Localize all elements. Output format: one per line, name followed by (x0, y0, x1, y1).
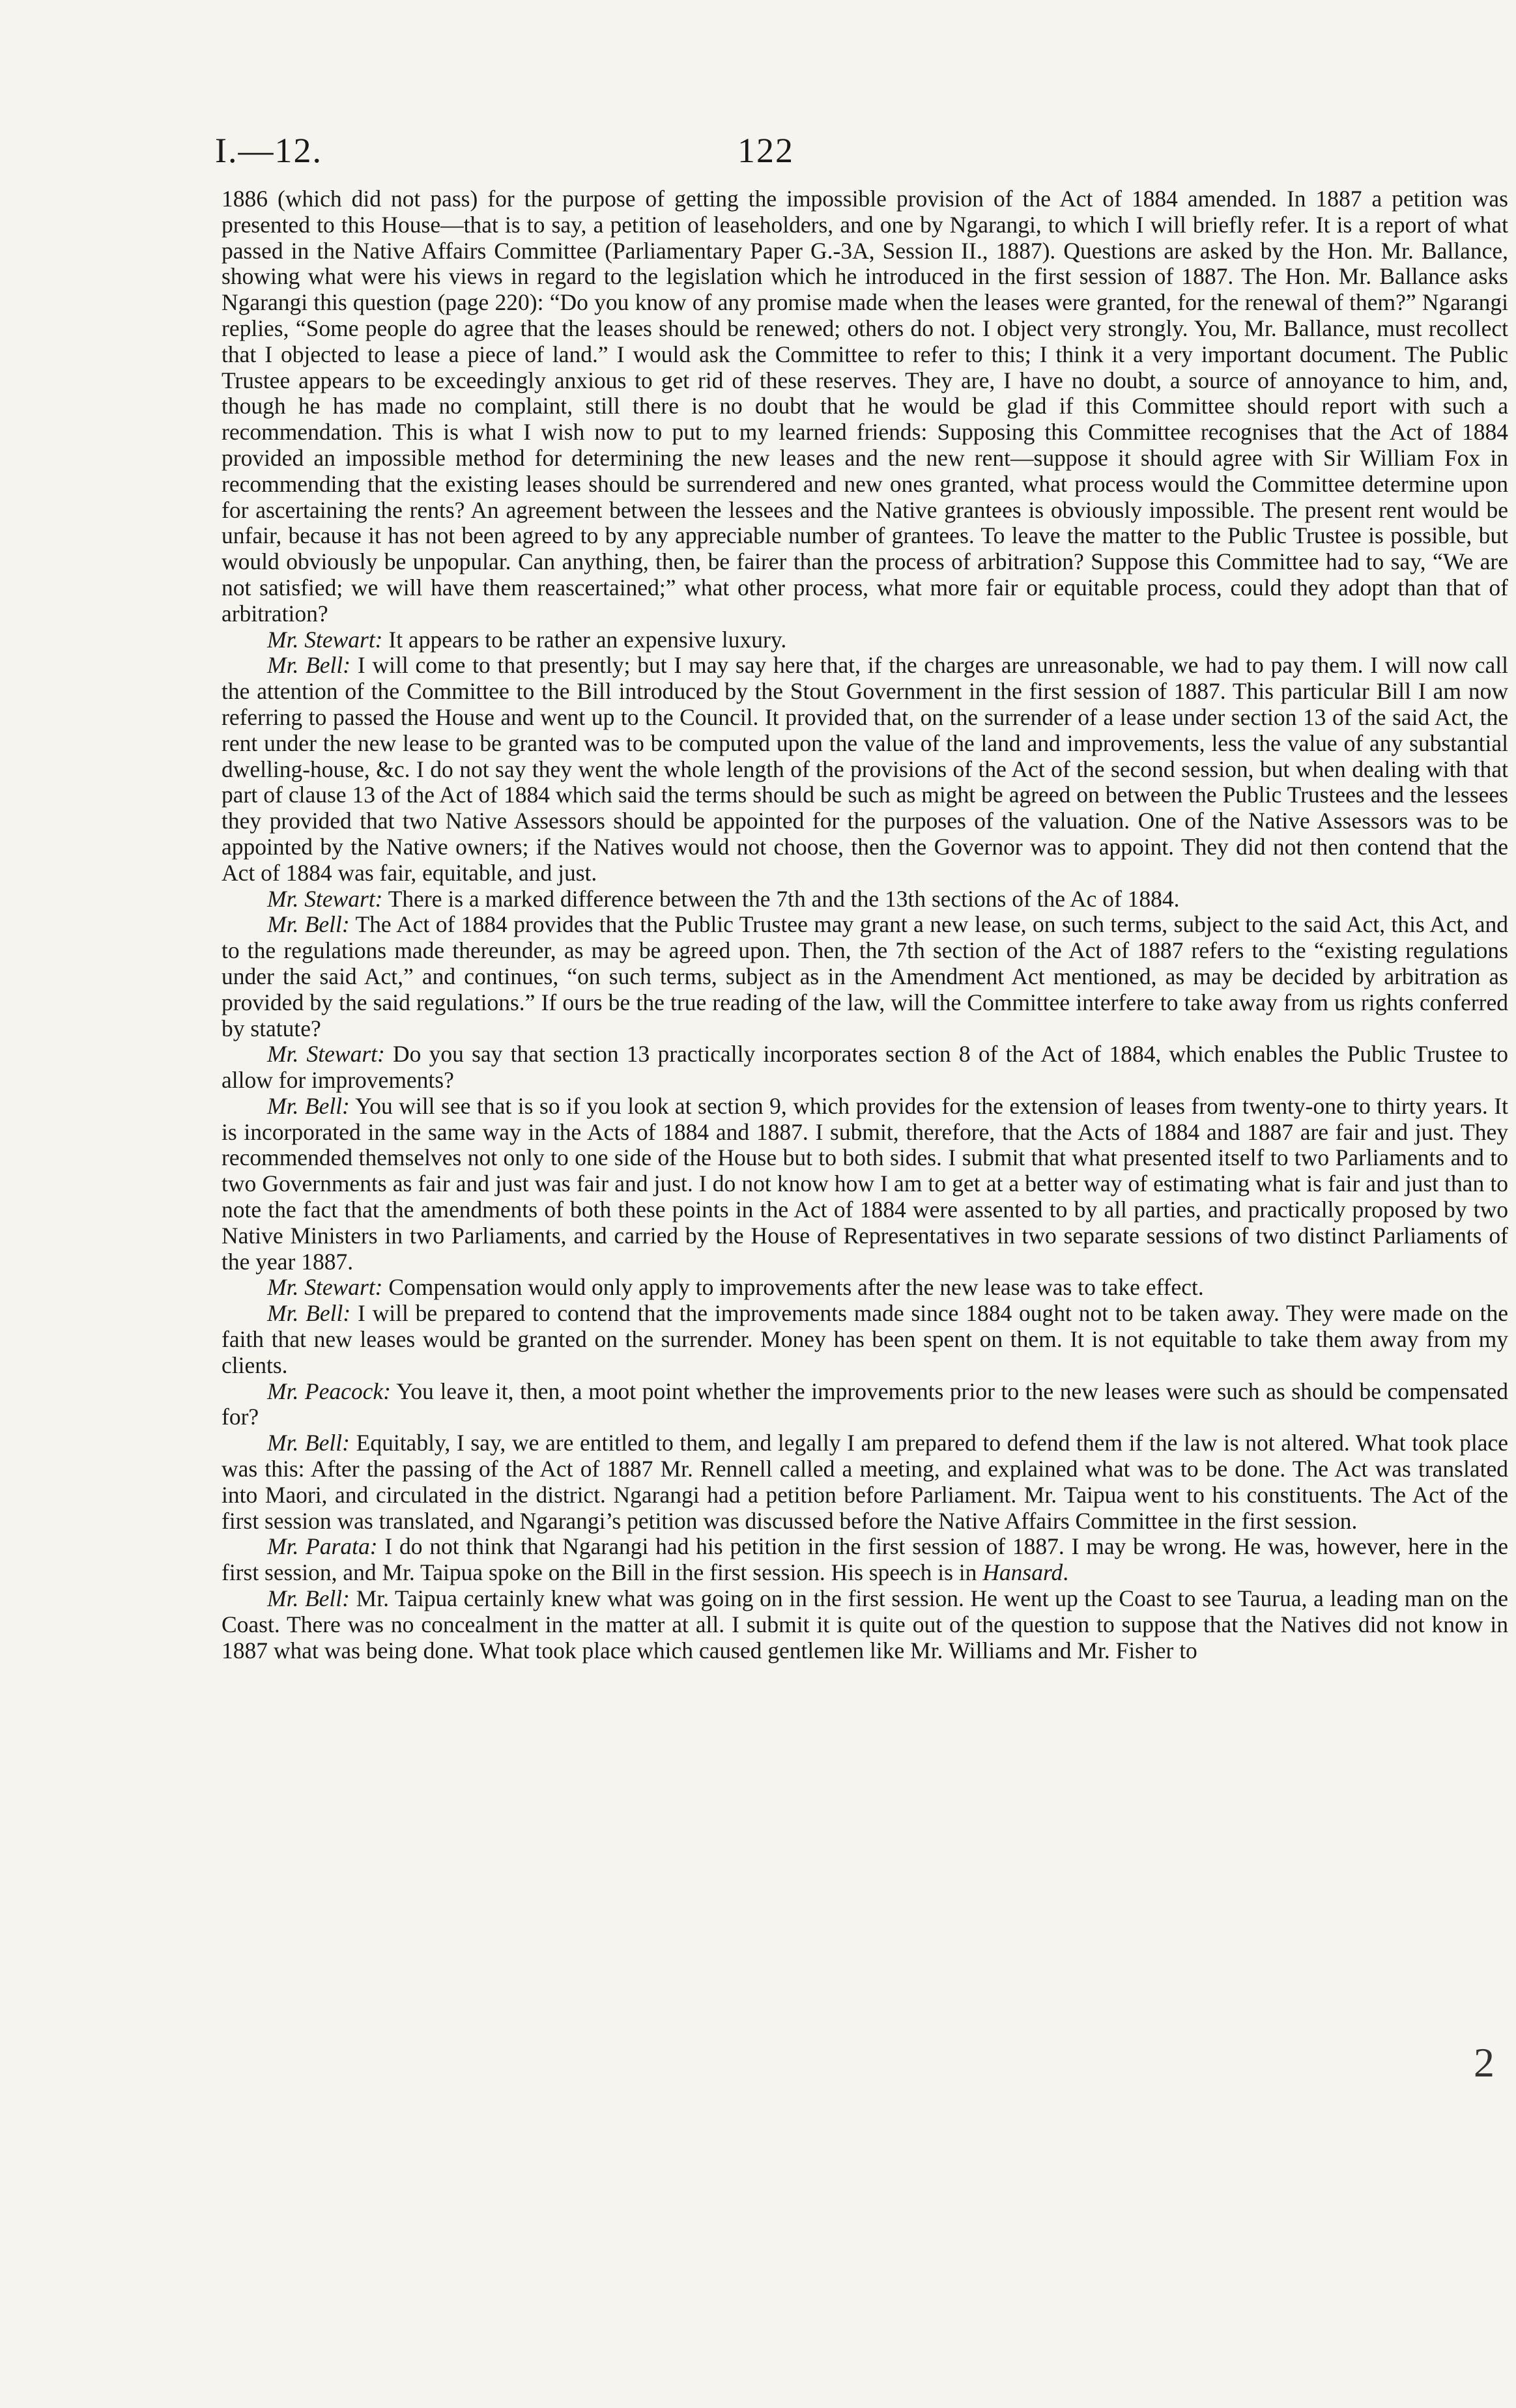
paragraph: Mr. Bell: I will be prepared to contend that the improvements made since 1884 ought not to be taken away. They were made on the faith that new leases would be granted on the surrender. Money has been spent on them. It is not equitable to take them away from my clients. (222, 1300, 1508, 1378)
speaker-name: Mr. Stewart: (267, 1041, 385, 1068)
speaker-name: Mr. Bell: (267, 1585, 350, 1612)
paragraph: Mr. Bell: Equitably, I say, we are entitled to them, and legally I am prepared to defend them if the law is not altered. What took place was this: After the passing of the Act of 1887 Mr. Rennell called a meeting, and explained what was to be done. The Act was translated into Maori, and circulated in the district. Ngarangi had a petition before Parliament. Mr. Taipua went to his constituents. The Act of the first session was translated, and Ngarangi’s petition was discussed before the Native Affairs Committee in the first session. (222, 1430, 1508, 1534)
speaker-name: Mr. Stewart: (267, 1274, 383, 1301)
paragraph: Mr. Bell: Mr. Taipua certainly knew what was going on in the first session. He went up the Coast to see Taurua, a leading man on the Coast. There was no concealment in the matter at all. I submit it is quite out of the question to suppose that the Natives did not know in 1887 what was being done. What took place which caused gentlemen like Mr. Williams and Mr. Fisher to (222, 1585, 1508, 1664)
speaker-name: Mr. Bell: (267, 652, 351, 679)
speaker-name: Mr. Parata: (267, 1533, 378, 1560)
paragraph: Mr. Stewart: There is a marked difference between the 7th and the 13th sections of the Ac of 1884. (267, 885, 1180, 912)
speaker-name: Mr. Stewart: (267, 626, 383, 653)
paragraph: Mr. Bell: I will come to that presently; but I may say here that, if the charges are unreasonable, we had to pay them. I will now call the attention of the Committee to the Bill introduced by the Stout Government in the first session of 1887. This particular Bill I am now referring to passed the House and went up to the Council. It provided that, on the surrender of a lease under section 13 of the said Act, the rent under the new lease to be granted was to be computed upon the value of the land and improvements, less the value of any substantial dwelling-house, &c. I do not say they went the whole length of the provisions of the Act of the second session, but when dealing with that part of clause 13 of the Act of 1884 which said the terms should be such as might be agreed on between the Public Trustees and the lessees they provided that two Native Assessors should be appointed for the purposes of the valuation. One of the Native Assessors was to be appointed by the Native owners; if the Natives would not choose, then the Governor was to appoint. They did not then contend that the Act of 1884 was fair, equitable, and just. (222, 652, 1508, 886)
speaker-name: Mr. Bell: (267, 1300, 351, 1327)
speaker-name: Mr. Peacock: (267, 1378, 391, 1404)
paragraph: Mr. Stewart: It appears to be rather an expensive luxury. (267, 626, 787, 653)
speaker-name: Mr. Bell: (267, 911, 350, 938)
margin-annotation: 2 (1474, 2039, 1495, 2086)
paragraph: Mr. Stewart: Compensation would only apply to improvements after the new lease was to take effect. (267, 1274, 1204, 1301)
paragraph: Mr. Stewart: Do you say that section 13 practically incorporates section 8 of the Act of 1884, which enables the Public Trustee to allow for improvements? (222, 1041, 1508, 1094)
publication-title: Hansard (982, 1559, 1063, 1586)
page-number: 122 (737, 131, 794, 170)
page-header (215, 130, 1511, 176)
paragraph: Mr. Parata: I do not think that Ngarangi had his petition in the first session of 1887. I may be wrong. He was, however, here in the first session, and Mr. Taipua spoke on the Bill in the first session. His speech is in Hansard. (222, 1533, 1508, 1586)
paragraph: 1886 (which did not pass) for the purpose of getting the impossible provision of the Act of 1884 amended. In 1887 a petition was presented to this House—that is to say, a petition of leaseholders, and one by Ngarangi, to which I will briefly refer. It is a report of what passed in the Native Affairs Committee (Parliamentary Paper G.-3A, Session II., 1887). Questions are asked by the Hon. Mr. Ballance, showing what were his views in regard to the legislation which he introduced in the first session of 1887. The Hon. Mr. Ballance asks Ngarangi this question (page 220): “Do you know of any promise made when the leases were granted, for the renewal of them?” Ngarangi replies, “Some people do agree that the leases should be renewed; others do not. I object very strongly. You, Mr. Ballance, must recollect that I objected to lease a piece of land.” I would ask the Committee to refer to this; I think it a very important document. The Public Trustee appears to be exceedingly anxious to get rid of these reserves. They are, I have no doubt, a source of annoyance to him, and, though he has made no complaint, still there is no doubt that he would be glad if this Committee should report with such a recommendation. This is what I wish now to put to my learned friends: Supposing this Committee recognises that the Act of 1884 provided an impossible method for determining the new leases and the new rent—suppose it should agree with Sir William Fox in recommending that the existing leases should be surrendered and new ones granted, what process would the Committee determine upon for ascertaining the rents? An agreement between the lessees and the Native grantees is obviously impossible. The present rent would be unfair, because it has not been agreed to by any appreciable number of grantees. To leave the matter to the Public Trustee is possible, but would obviously be unpopular. Can anything, then, be fairer than the process of arbitration? Suppose this Committee had to say, “We are not satisfied; we will have them reascertained;” what other process, what more fair or equitable process, could they adopt than that of arbitration? (222, 186, 1508, 627)
body-text (222, 186, 1508, 1664)
speaker-name: Mr. Bell: (267, 1092, 350, 1119)
paper-reference: I.—12. (215, 131, 322, 170)
paragraph: Mr. Bell: You will see that is so if you look at section 9, which provides for the extension of leases from twenty-one to thirty years. It is incorporated in the same way in the Acts of 1884 and 1887. I submit, therefore, that the Acts of 1884 and 1887 are fair and just. They recommended themselves not only to one side of the House but to both sides. I submit that what presented itself to two Parliaments and to two Governments as fair and just was fair and just. I do not know how I am to get at a better way of estimating what is fair and just than to note the fact that the amendments of both these points in the Act of 1884 were assented to by all parties, and practically proposed by two Native Ministers in two Parliaments, and carried by the House of Representatives in two separate sessions of two distinct Parliaments of the year 1887. (222, 1092, 1508, 1275)
paragraph: Mr. Bell: The Act of 1884 provides that the Public Trustee may grant a new lease, on such terms, subject to the said Act, this Act, and to the regulations made thereunder, as may be agreed upon. Then, the 7th section of the Act of 1887 refers to the “existing regulations under the said Act,” and continues, “on such terms, subject as in the Amendment Act mentioned, as may be decided by arbitration as provided by the said regulations.” If ours be the true reading of the law, will the Committee interfere to take away from us rights conferred by statute? (222, 911, 1508, 1041)
speaker-name: Mr. Stewart: (267, 885, 383, 912)
speaker-name: Mr. Bell: (267, 1430, 350, 1456)
paragraph: Mr. Peacock: You leave it, then, a moot point whether the improvements prior to the new leases were such as should be compensated for? (222, 1378, 1508, 1430)
